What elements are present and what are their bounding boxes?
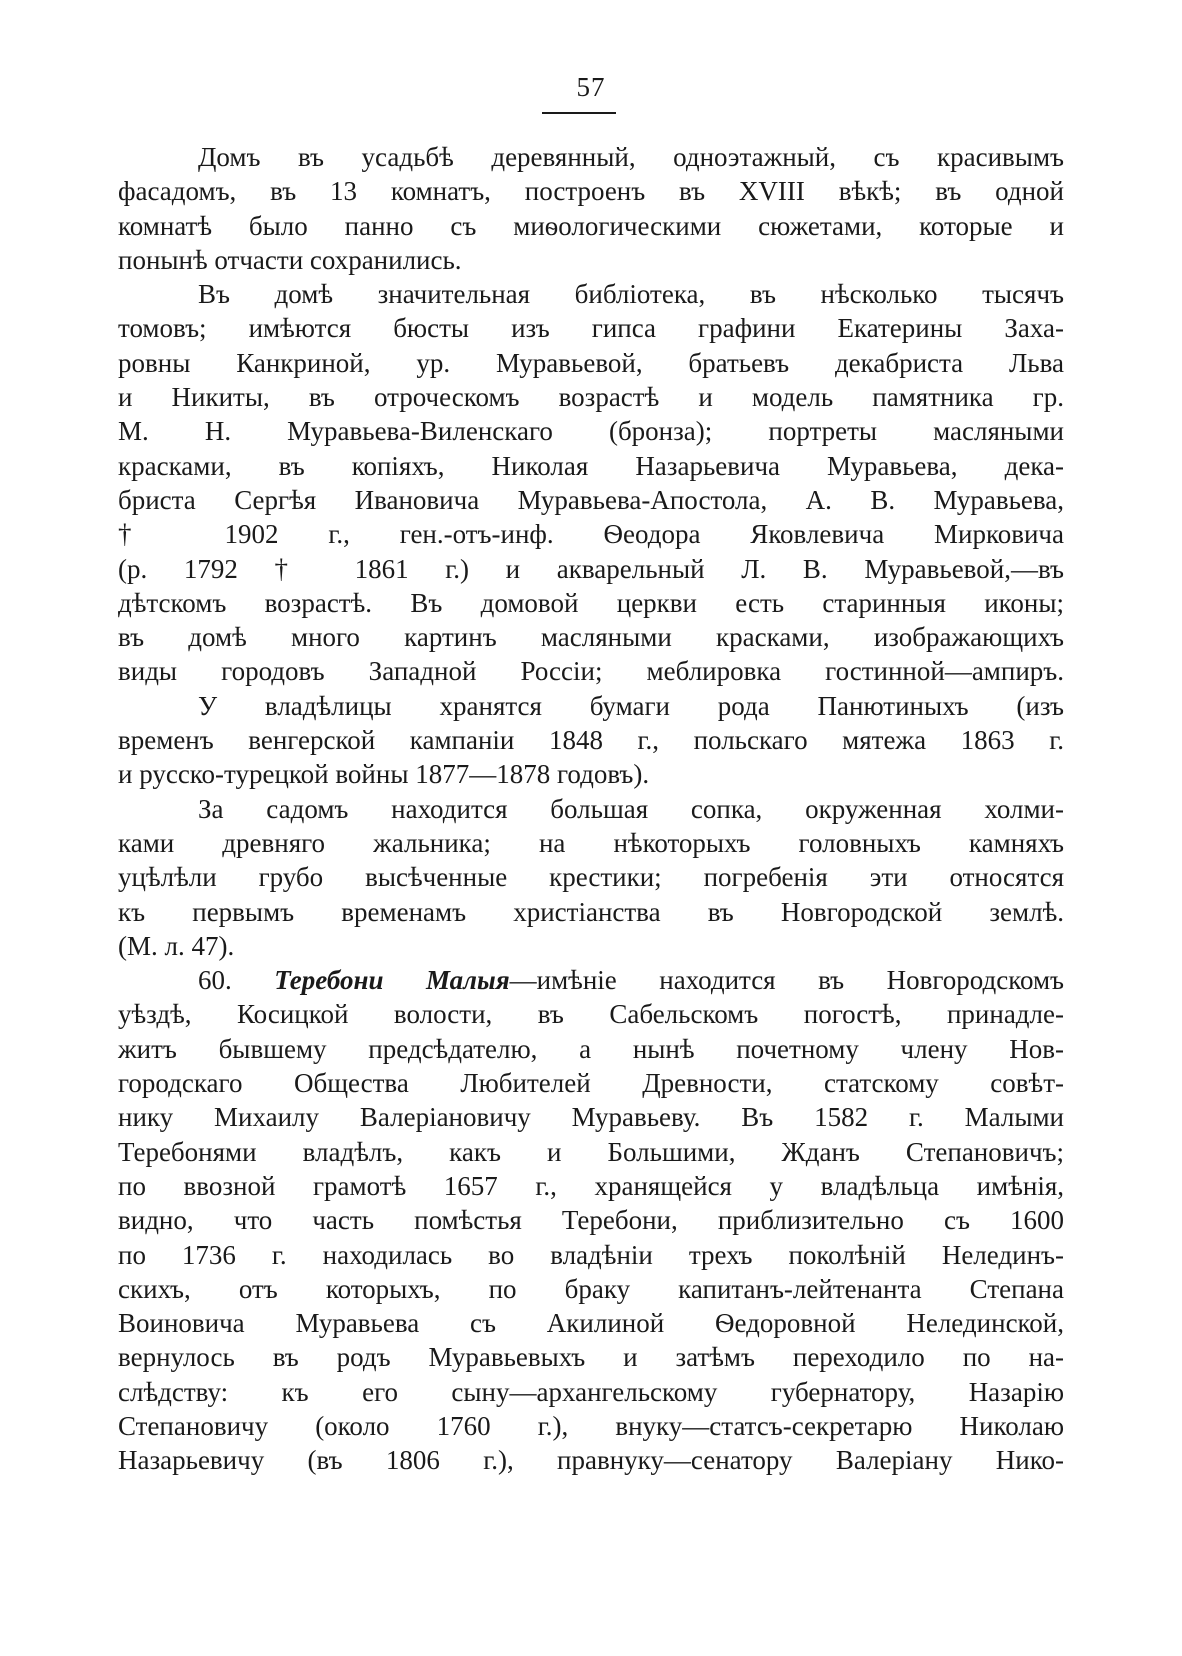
paragraph	[118, 140, 1064, 277]
text-line: видно, что часть помѣстья Теребони, приблизительно съ 1600	[118, 1205, 1064, 1236]
text-line: вернулось въ родъ Муравьевыхъ и затѣмъ переходило по на-	[118, 1342, 1064, 1373]
paragraph	[118, 792, 1064, 963]
text-line: У владѣлицы хранятся бумаги рода Панютиныхъ (изъ	[198, 690, 1064, 721]
text-line: городскаго Общества Любителей Древности, статскому совѣт-	[118, 1068, 1064, 1099]
text-line: по ввозной грамотѣ 1657 г., хранящейся у владѣльца имѣнія,	[118, 1170, 1064, 1201]
text-line: дѣтскомъ возрастѣ. Въ домовой церкви есть старинныя иконы;	[118, 587, 1064, 618]
text-line: М. Н. Муравьева-Виленскаго (бронза); портреты масляными	[118, 416, 1064, 447]
text-line: скихъ, отъ которыхъ, по браку капитанъ-лейтенанта Степана	[118, 1273, 1064, 1304]
text-line: Домъ въ усадьбѣ деревянный, одноэтажный, съ красивымъ	[198, 142, 1064, 172]
text-line: ками древняго жальника; на нѣкоторыхъ головныхъ камняхъ	[118, 827, 1064, 858]
text-line: уѣздѣ, Косицкой волости, въ Сабельскомъ погостѣ, принадле-	[118, 999, 1064, 1030]
text-line: (р. 1792 † 1861 г.) и акварельный Л. В. Муравьевой,—въ	[118, 553, 1064, 584]
text-line: томовъ; имѣются бюсты изъ гипса графини Екатерины Заха-	[118, 313, 1064, 344]
text-line: уцѣлѣли грубо высѣченные крестики; погребенія эти относятся	[118, 862, 1064, 893]
text-line: За садомъ находится большая сопка, окруженная холми-	[198, 793, 1064, 824]
text-line: Теребонями владѣлъ, какъ и Большими, Жданъ Степановичъ;	[118, 1136, 1064, 1167]
text-line: Степановичу (около 1760 г.), внуку—статсъ-секретарю Николаю	[118, 1410, 1064, 1441]
text-line: слѣдству: къ его сыну—архангельскому губернатору, Назарію	[118, 1376, 1064, 1407]
text-line: въ домѣ много картинъ масляными красками, изображающихъ	[118, 622, 1064, 653]
entry-number: 60.	[198, 965, 232, 996]
text-line: виды городовъ Западной Россіи; меблировка гостинной—ампиръ.	[118, 656, 1064, 687]
text-line: нику Михаилу Валеріановичу Муравьеву. Въ 1582 г. Малыми	[118, 1102, 1064, 1133]
entry-heading-line	[118, 963, 1064, 997]
text-line: комнатѣ было панно съ миѳологическими сюжетами, которые и	[118, 210, 1064, 241]
text-line: бриста Сергѣя Ивановича Муравьева-Апостола, А. В. Муравьева,	[118, 484, 1064, 515]
text-line: житъ бывшему предсѣдателю, а нынѣ почетному члену Нов-	[118, 1033, 1064, 1064]
text-line: понынѣ отчасти сохранились.	[118, 244, 462, 275]
text-line: по 1736 г. находилась во владѣніи трехъ поколѣній Нелединъ-	[118, 1239, 1064, 1270]
page-number: 57	[576, 72, 606, 102]
text-line: къ первымъ временамъ христіанства въ Новгородской землѣ.	[118, 896, 1064, 927]
text-line: Въ домѣ значительная библіотека, въ нѣсколько тысячъ	[198, 279, 1064, 310]
text-line: фасадомъ, въ 13 комнатъ, построенъ въ XVIII вѣкѣ; въ одной	[118, 176, 1064, 207]
text-line: и русско-турецкой войны 1877—1878 годовъ).	[118, 759, 650, 790]
text-line: Воиновича Муравьева съ Акилиной Ѳедоровной Нелединской,	[118, 1308, 1064, 1339]
text-line: Назарьевичу (въ 1806 г.), правнуку—сенатору Валеріану Нико-	[118, 1445, 1064, 1476]
text-line: красками, въ копіяхъ, Николая Назарьевича Муравьева, дека-	[118, 450, 1064, 481]
text-line: ровны Канкриной, ур. Муравьевой, братьевъ декабриста Льва	[118, 347, 1064, 378]
body-text	[118, 140, 1064, 1478]
paragraph	[118, 277, 1064, 689]
entry-60	[118, 963, 1064, 1477]
text-line: (М. л. 47).	[118, 930, 235, 961]
entry-title: Теребони Малыя	[274, 965, 510, 996]
paragraph	[118, 689, 1064, 792]
page-number-rule	[542, 112, 616, 114]
text-line: и Никиты, въ отроческомъ возрастѣ и модель памятника гр.	[118, 382, 1064, 413]
text-line: временъ венгерской кампаніи 1848 г., польскаго мятежа 1863 г.	[118, 725, 1064, 756]
entry-heading-rest: —имѣніе находится въ Новгородскомъ	[509, 965, 1064, 996]
text-line: † 1902 г., ген.-отъ-инф. Ѳеодора Яковлевича Мирковича	[118, 519, 1064, 550]
